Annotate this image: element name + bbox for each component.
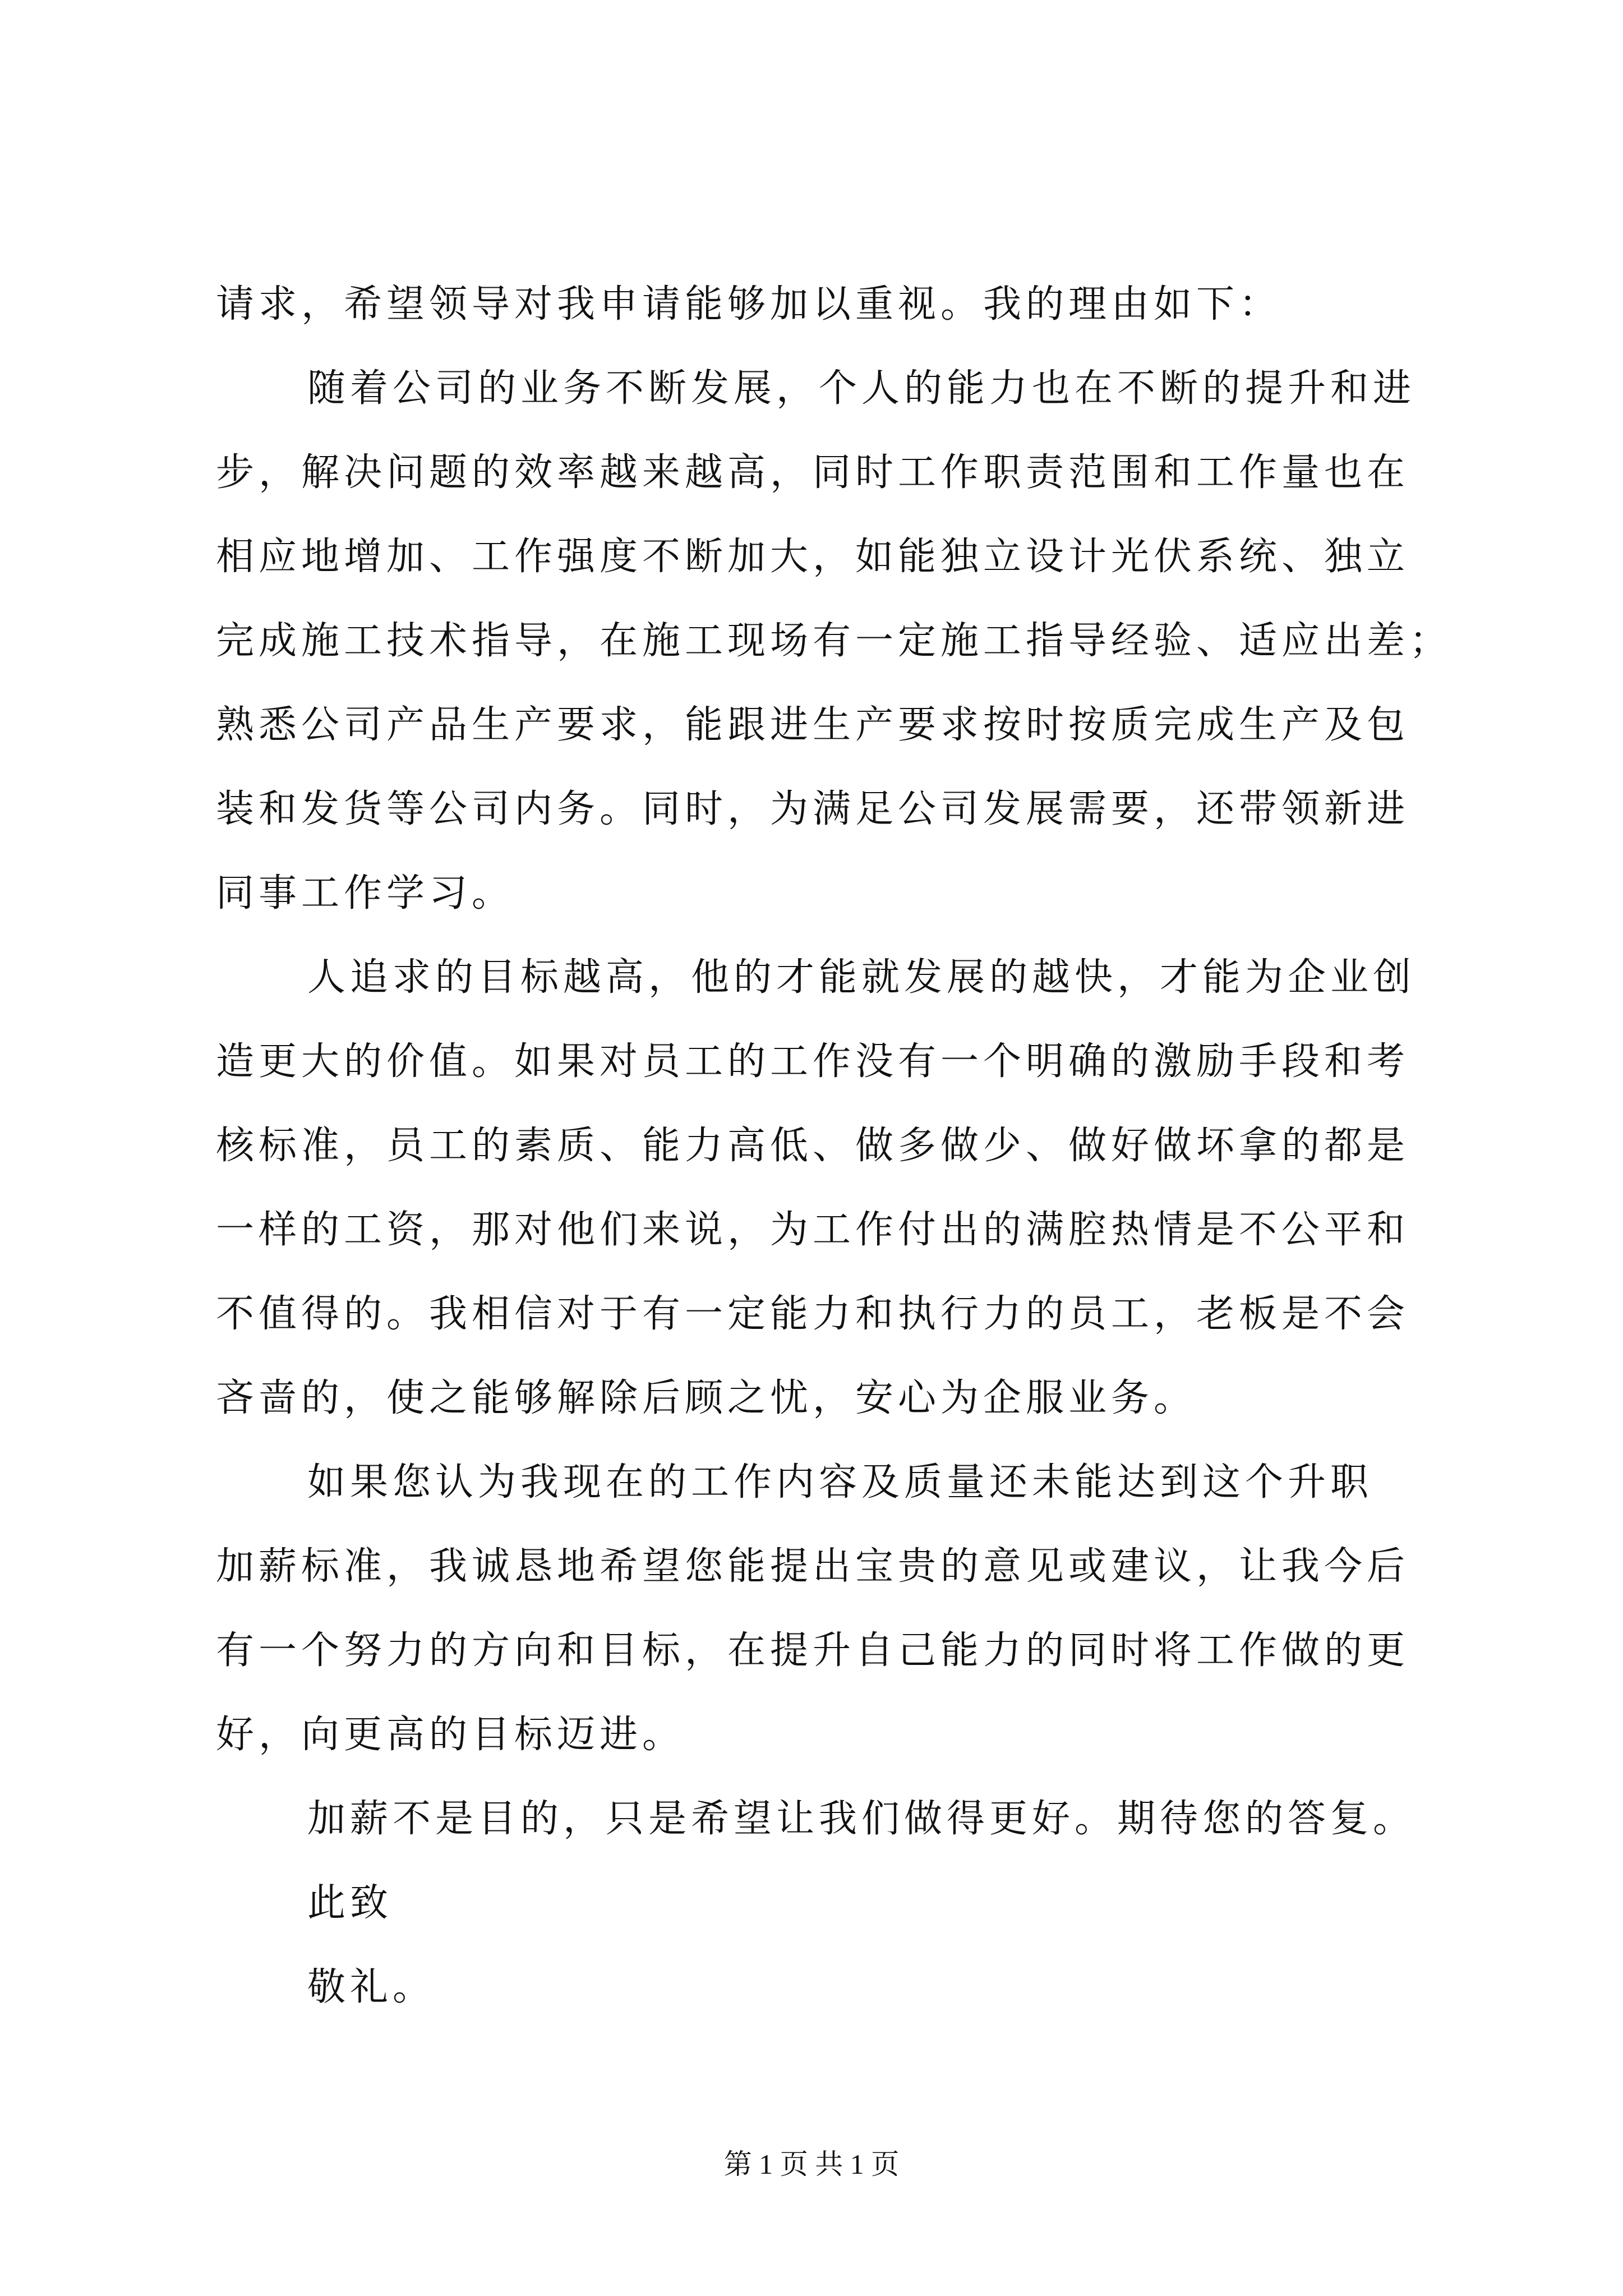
text-line: 吝啬的，使之能够解除后顾之忧，安心为企服业务。: [216, 1376, 1197, 1420]
text-line: 随着公司的业务不断发展，个人的能力也在不断的提升和进: [307, 366, 1416, 411]
text-line: 有一个努力的方向和目标，在提升自己能力的同时将工作做的更: [216, 1628, 1410, 1673]
text-line: 加薪不是目的，只是希望让我们做得更好。期待您的答复。: [307, 1797, 1416, 1841]
text-line: 请求，希望领导对我申请能够加以重视。我的理由如下：: [216, 282, 1282, 326]
text-line: 好，向更高的目标迈进。: [216, 1713, 685, 1757]
text-line: 完成施工技术指导，在施工现场有一定施工指导经验、适应出差；: [216, 619, 1453, 663]
text-line: 相应地增加、工作强度不断加大，如能独立设计光伏系统、独立: [216, 535, 1410, 579]
text-line: 加薪标准，我诚恳地希望您能提出宝贵的意见或建议，让我今后: [216, 1544, 1410, 1589]
text-line: 装和发货等公司内务。同时，为满足公司发展需要，还带领新进: [216, 787, 1410, 831]
text-line: 一样的工资，那对他们来说，为工作付出的满腔热情是不公平和: [216, 1208, 1410, 1252]
text-line: 不值得的。我相信对于有一定能力和执行力的员工，老板是不会: [216, 1292, 1410, 1336]
text-line: 造更大的价值。如果对员工的工作没有一个明确的激励手段和考: [216, 1039, 1410, 1084]
text-line: 敬礼。: [307, 1965, 436, 2009]
text-line: 熟悉公司产品生产要求，能跟进生产要求按时按质完成生产及包: [216, 703, 1410, 747]
text-line: 核标准，员工的素质、能力高低、做多做少、做好做坏拿的都是: [216, 1124, 1410, 1168]
text-line: 同事工作学习。: [216, 871, 515, 915]
document-body: [216, 263, 1453, 2030]
page-footer: 第 1 页 共 1 页: [723, 2148, 900, 2180]
text-line: 如果您认为我现在的工作内容及质量还未能达到这个升职: [307, 1460, 1373, 1504]
text-line: 人追求的目标越高，他的才能就发展的越快，才能为企业创: [307, 955, 1416, 1000]
text-line: 此致: [307, 1881, 393, 1925]
text-line: 步，解决问题的效率越来越高，同时工作职责范围和工作量也在: [216, 450, 1410, 495]
